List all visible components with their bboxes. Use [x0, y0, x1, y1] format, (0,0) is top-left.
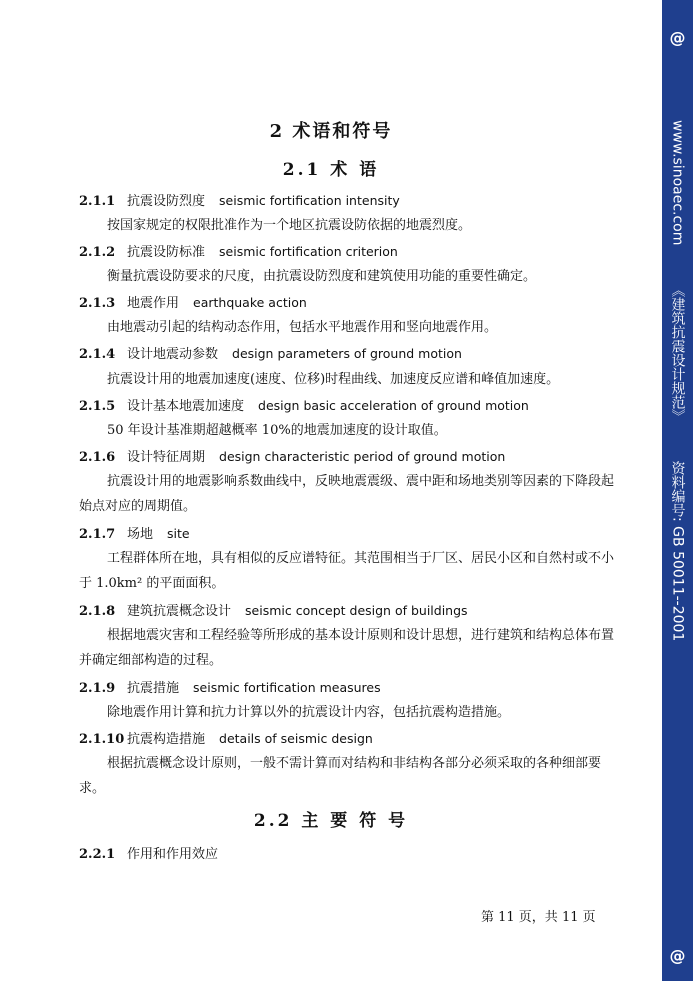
term-english: design parameters of ground motion — [232, 346, 462, 361]
term-number: 2.1.2 — [79, 245, 116, 260]
term-number: 2.1.10 — [79, 732, 125, 747]
term-definition: 工程群体所在地，具有相似的反应谱特征。其范围相当于厂区、居民小区和自然村或不小于 1.0km² 的平面面积。 — [79, 551, 615, 591]
term-english: earthquake action — [193, 295, 307, 310]
term-english: seismic fortification intensity — [219, 193, 400, 208]
sidebar-website: www.sinoaec.com — [669, 120, 686, 246]
term-entry-heading — [79, 676, 381, 701]
sidebar-vertical-text — [662, 120, 693, 820]
term-english: seismic concept design of buildings — [245, 603, 468, 618]
term-entry-heading — [79, 394, 529, 419]
at-icon: @ — [669, 28, 686, 47]
section-title-symbols: 2.2 主 要 符 号 — [253, 811, 409, 831]
term-english: design basic acceleration of ground motion — [258, 398, 529, 413]
term-entry-heading — [79, 291, 307, 316]
section-title-terms: 2.1 术 语 — [282, 160, 380, 180]
term-entry-heading — [79, 445, 505, 470]
term-number: 2.1.5 — [79, 399, 116, 414]
sidebar-banner — [662, 0, 693, 981]
term-chinese: 设计地震动参数 — [127, 347, 219, 362]
term-english: details of seismic design — [219, 731, 373, 746]
term-definition: 衡量抗震设防要求的尺度，由抗震设防烈度和建筑使用功能的重要性确定。 — [107, 269, 537, 284]
term-entry-heading — [79, 522, 190, 547]
symbol-number: 2.2.1 — [79, 847, 116, 862]
term-definition: 根据地震灾害和工程经验等所形成的基本设计原则和设计思想，进行建筑和结构总体布置并确定细部构造的过程。 — [79, 628, 615, 668]
term-entry-heading — [79, 240, 398, 265]
term-definition: 由地震动引起的结构动态作用，包括水平地震作用和竖向地震作用。 — [107, 320, 498, 335]
term-entry-heading — [79, 599, 468, 624]
sidebar-code: 资料编号: GB 50011--2001 — [669, 461, 686, 642]
term-chinese: 场地 — [127, 527, 154, 542]
term-definition: 除地震作用计算和抗力计算以外的抗震设计内容，包括抗震构造措施。 — [107, 705, 511, 720]
term-definition: 根据抗震概念设计原则，一般不需计算而对结构和非结构各部分必须采取的各种细部要求。 — [79, 756, 602, 796]
symbol-entry-heading — [79, 843, 232, 867]
term-chinese: 抗震措施 — [127, 681, 180, 696]
page-footer: 第 11 页，共 11 页 — [481, 910, 596, 925]
term-chinese: 设计基本地震加速度 — [127, 399, 245, 414]
term-chinese: 抗震设防烈度 — [127, 194, 206, 209]
term-definition: 抗震设计用的地震加速度(速度、位移)时程曲线、加速度反应谱和峰值加速度。 — [107, 372, 560, 387]
term-number: 2.1.4 — [79, 347, 116, 362]
term-chinese: 建筑抗震概念设计 — [127, 604, 232, 619]
term-chinese: 设计特征周期 — [127, 450, 206, 465]
term-english: site — [167, 526, 190, 541]
sidebar-book-title: 《建筑抗震设计规范》 — [669, 283, 686, 424]
term-english: design characteristic period of ground motion — [219, 449, 506, 464]
term-number: 2.1.9 — [79, 681, 116, 696]
symbol-heading-text: 作用和作用效应 — [127, 847, 219, 862]
term-number: 2.1.3 — [79, 296, 116, 311]
term-definition: 50 年设计基准期超越概率 10%的地震加速度的设计取值。 — [107, 423, 447, 438]
term-entry-heading — [79, 189, 400, 214]
term-entry-heading — [79, 342, 462, 367]
term-entry-heading — [79, 727, 373, 752]
at-icon: @ — [669, 946, 686, 965]
term-definition: 按国家规定的权限批准作为一个地区抗震设防依据的地震烈度。 — [107, 218, 472, 233]
term-number: 2.1.8 — [79, 604, 116, 619]
term-definition: 抗震设计用的地震影响系数曲线中，反映地震震级、震中距和场地类别等因素的下降段起始点对应的周期值。 — [79, 474, 615, 514]
term-chinese: 地震作用 — [127, 296, 180, 311]
term-number: 2.1.6 — [79, 450, 116, 465]
term-chinese: 抗震构造措施 — [127, 732, 206, 747]
term-number: 2.1.1 — [79, 194, 116, 209]
term-number: 2.1.7 — [79, 527, 116, 542]
chapter-title: 2 术语和符号 — [269, 121, 393, 142]
term-english: seismic fortification measures — [193, 680, 381, 695]
term-chinese: 抗震设防标准 — [127, 245, 206, 260]
term-english: seismic fortification criterion — [219, 244, 398, 259]
